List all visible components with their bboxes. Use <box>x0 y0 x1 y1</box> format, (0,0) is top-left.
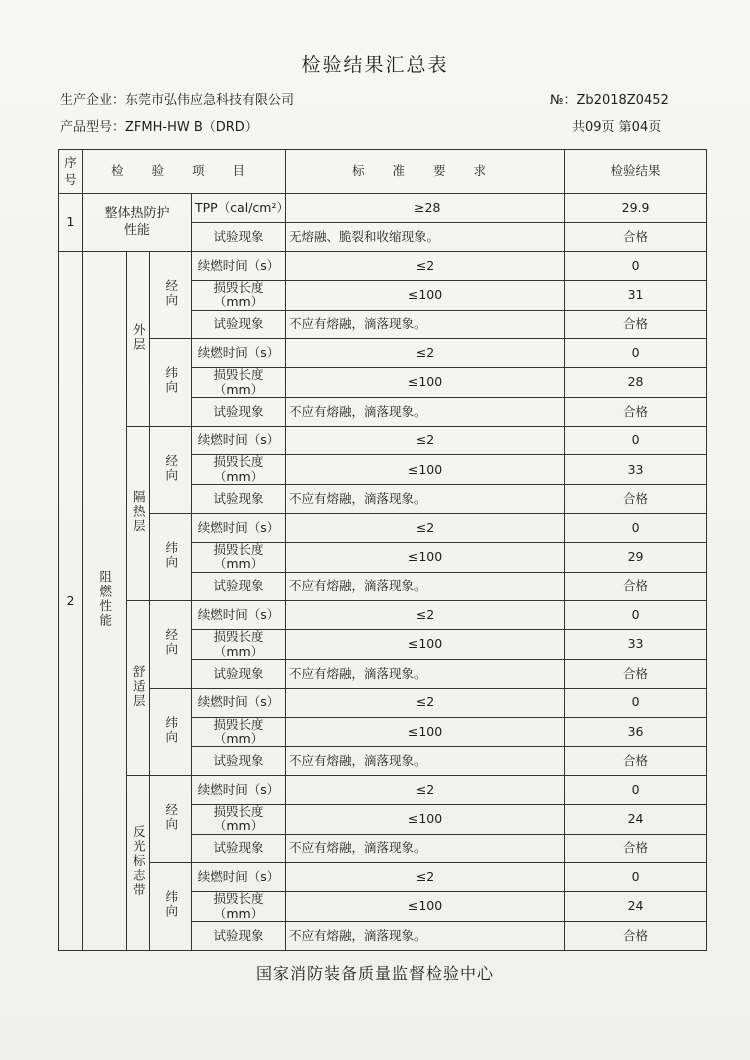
afterflame-label: 续燃时间（s） <box>192 688 286 717</box>
item-cell: 阻燃性能 <box>83 252 127 951</box>
company-name: 东莞市弘伟应急科技有限公司 <box>125 93 295 108</box>
results-table <box>58 149 707 951</box>
report-number-label: №： <box>550 93 577 108</box>
char-result: 28 <box>565 368 707 398</box>
phen-result: 合格 <box>565 485 707 514</box>
char-result: 24 <box>565 892 707 922</box>
char-requirement: ≤100 <box>286 892 565 922</box>
header-result: 检验结果 <box>565 150 707 194</box>
header-seq: 序号 <box>59 150 83 194</box>
phenomenon-label: 试验现象 <box>192 223 286 252</box>
report-number-value: Zb2018Z0452 <box>576 93 669 108</box>
afterflame-label: 续燃时间（s） <box>192 339 286 368</box>
afterflame-result: 0 <box>565 601 707 630</box>
phen-requirement: 不应有熔融，滴落现象。 <box>286 572 565 601</box>
char-requirement: ≤100 <box>286 630 565 660</box>
afterflame-label: 续燃时间（s） <box>192 601 286 630</box>
afterflame-requirement: ≤2 <box>286 426 565 455</box>
phen-requirement: 不应有熔融，滴落现象。 <box>286 485 565 514</box>
phen-result: 合格 <box>565 834 707 863</box>
char-result: 33 <box>565 455 707 485</box>
afterflame-requirement: ≤2 <box>286 339 565 368</box>
phen-label: 试验现象 <box>192 834 286 863</box>
char-requirement: ≤100 <box>286 280 565 310</box>
phen-result: 合格 <box>565 310 707 339</box>
char-result: 24 <box>565 804 707 834</box>
phen-result: 合格 <box>565 747 707 776</box>
phen-label: 试验现象 <box>192 747 286 776</box>
phen-label: 试验现象 <box>192 572 286 601</box>
layer-cell: 外层 <box>127 252 150 427</box>
afterflame-result: 0 <box>565 426 707 455</box>
item-cell: 整体热防护性能 <box>83 194 192 252</box>
footer-organization: 国家消防装备质量监督检验中心 <box>255 964 494 983</box>
report-number <box>550 89 669 108</box>
afterflame-requirement: ≤2 <box>286 514 565 543</box>
char-requirement: ≤100 <box>286 804 565 834</box>
afterflame-result: 0 <box>565 514 707 543</box>
afterflame-label: 续燃时间（s） <box>192 776 286 805</box>
direction-cell: 经向 <box>150 426 192 513</box>
char-requirement: ≤100 <box>286 717 565 747</box>
table-row <box>59 252 707 281</box>
char-requirement: ≤100 <box>286 542 565 572</box>
direction-cell: 经向 <box>150 252 192 339</box>
direction-cell: 经向 <box>150 776 192 863</box>
afterflame-result: 0 <box>565 339 707 368</box>
phen-requirement: 不应有熔融，滴落现象。 <box>286 310 565 339</box>
layer-cell: 反光标志带 <box>127 776 150 951</box>
phenomenon-result: 合格 <box>565 223 707 252</box>
direction-cell: 纬向 <box>150 339 192 426</box>
char-label: 损毁长度（mm） <box>192 280 286 310</box>
char-label: 损毁长度（mm） <box>192 368 286 398</box>
table-row <box>59 601 707 630</box>
model-line <box>60 116 258 135</box>
table-row <box>59 426 707 455</box>
afterflame-label: 续燃时间（s） <box>192 514 286 543</box>
page-title: 检验结果汇总表 <box>301 54 449 76</box>
header-item: 检 验 项 目 <box>83 150 286 194</box>
afterflame-result: 0 <box>565 776 707 805</box>
phen-requirement: 不应有熔融，滴落现象。 <box>286 659 565 688</box>
char-requirement: ≤100 <box>286 455 565 485</box>
char-result: 29 <box>565 542 707 572</box>
phen-requirement: 不应有熔融，滴落现象。 <box>286 397 565 426</box>
char-label: 损毁长度（mm） <box>192 717 286 747</box>
table-row <box>59 863 707 892</box>
phen-result: 合格 <box>565 659 707 688</box>
company-line <box>60 89 294 108</box>
afterflame-result: 0 <box>565 252 707 281</box>
seq-cell: 2 <box>59 252 83 951</box>
phen-requirement: 不应有熔融，滴落现象。 <box>286 747 565 776</box>
char-label: 损毁长度（mm） <box>192 804 286 834</box>
afterflame-label: 续燃时间（s） <box>192 863 286 892</box>
tpp-requirement: ≥28 <box>286 194 565 223</box>
direction-cell: 经向 <box>150 601 192 688</box>
afterflame-requirement: ≤2 <box>286 252 565 281</box>
char-result: 31 <box>565 280 707 310</box>
phen-requirement: 不应有熔融，滴落现象。 <box>286 921 565 950</box>
char-label: 损毁长度（mm） <box>192 455 286 485</box>
phen-label: 试验现象 <box>192 485 286 514</box>
flame-section <box>59 252 707 951</box>
phenomenon-requirement: 无熔融、脆裂和收缩现象。 <box>286 223 565 252</box>
char-label: 损毁长度（mm） <box>192 630 286 660</box>
afterflame-result: 0 <box>565 863 707 892</box>
tpp-label: TPP（cal/cm²） <box>192 194 286 223</box>
phen-label: 试验现象 <box>192 659 286 688</box>
table-row <box>59 194 707 223</box>
phen-result: 合格 <box>565 921 707 950</box>
phen-result: 合格 <box>565 397 707 426</box>
char-result: 33 <box>565 630 707 660</box>
afterflame-label: 续燃时间（s） <box>192 426 286 455</box>
table-row <box>59 339 707 368</box>
afterflame-requirement: ≤2 <box>286 776 565 805</box>
char-label: 损毁长度（mm） <box>192 542 286 572</box>
model-label: 产品型号： <box>60 120 126 135</box>
layer-cell: 舒适层 <box>127 601 150 776</box>
direction-cell: 纬向 <box>150 514 192 601</box>
model-value: ZFMH-HW B（DRD） <box>125 120 258 135</box>
char-requirement: ≤100 <box>286 368 565 398</box>
page-counter: 共09页 第04页 <box>572 120 662 135</box>
char-label: 损毁长度（mm） <box>192 892 286 922</box>
phen-label: 试验现象 <box>192 310 286 339</box>
phen-label: 试验现象 <box>192 921 286 950</box>
table-row <box>59 514 707 543</box>
phen-label: 试验现象 <box>192 397 286 426</box>
seq-cell: 1 <box>59 194 83 252</box>
afterflame-result: 0 <box>565 688 707 717</box>
layer-cell: 隔热层 <box>127 426 150 601</box>
afterflame-requirement: ≤2 <box>286 863 565 892</box>
phen-requirement: 不应有熔融，滴落现象。 <box>286 834 565 863</box>
table-row <box>59 688 707 717</box>
afterflame-label: 续燃时间（s） <box>192 252 286 281</box>
company-label: 生产企业： <box>60 93 126 108</box>
afterflame-requirement: ≤2 <box>286 601 565 630</box>
tpp-result: 29.9 <box>565 194 707 223</box>
direction-cell: 纬向 <box>150 863 192 950</box>
header-requirement: 标 准 要 求 <box>286 150 565 194</box>
char-result: 36 <box>565 717 707 747</box>
direction-cell: 纬向 <box>150 688 192 775</box>
table-row <box>59 776 707 805</box>
afterflame-requirement: ≤2 <box>286 688 565 717</box>
phen-result: 合格 <box>565 572 707 601</box>
